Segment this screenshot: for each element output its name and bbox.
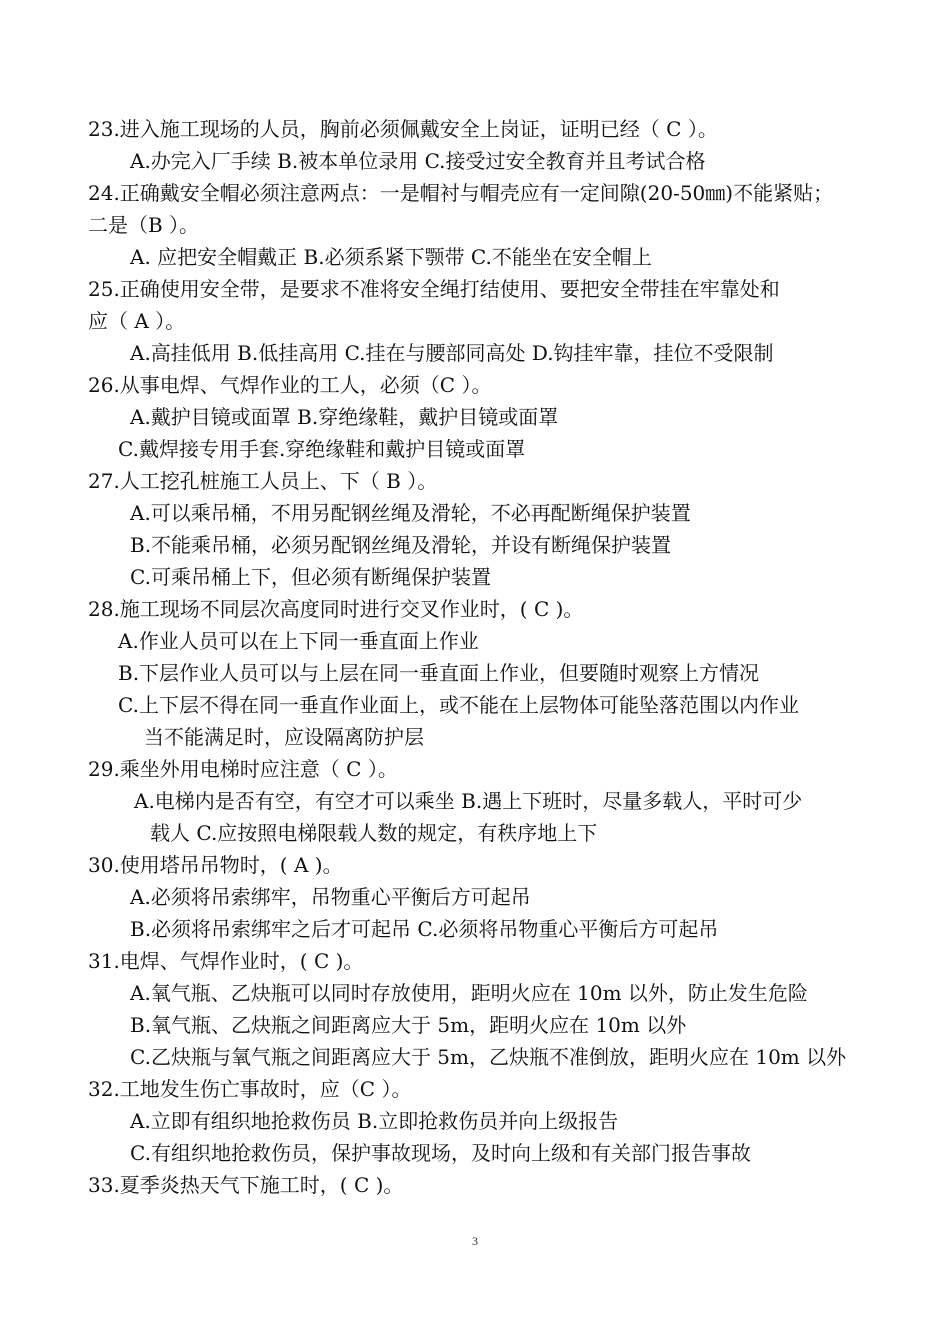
question-26: 26.从事电焊、气焊作业的工人，必须（C ）。 xyxy=(88,373,492,397)
option-line: C.乙炔瓶与氧气瓶之间距离应大于 5m，乙炔瓶不准倒放，距明火应在 10m 以外 xyxy=(130,1045,847,1069)
option-line-cont: 当不能满足时，应设隔离防护层 xyxy=(144,725,424,749)
option-line: C.上下层不得在同一垂直作业面上，或不能在上层物体可能坠落范围以内作业 xyxy=(118,693,799,717)
option-line: A.氧气瓶、乙炔瓶可以同时存放使用，距明火应在 10m 以外，防止发生危险 xyxy=(130,981,808,1005)
option-line: A.必须将吊索绑牢，吊物重心平衡后方可起吊 xyxy=(130,885,531,909)
question-23: 23.进入施工现场的人员，胸前必须佩戴安全上岗证，证明已经（ C ）。 xyxy=(88,117,718,141)
question-24-cont: 二是（B ）。 xyxy=(88,213,200,237)
option-line: A.高挂低用 B.低挂高用 C.挂在与腰部同高处 D.钩挂牢靠，挂位不受限制 xyxy=(130,341,774,365)
question-29: 29.乘坐外用电梯时应注意（ C ）。 xyxy=(88,757,398,781)
option-line: C.有组织地抢救伤员，保护事故现场，及时向上级和有关部门报告事故 xyxy=(130,1141,751,1165)
option-line: B.必须将吊索绑牢之后才可起吊 C.必须将吊物重心平衡后方可起吊 xyxy=(130,917,719,941)
option-line: A.可以乘吊桶，不用另配钢丝绳及滑轮，不必再配断绳保护装置 xyxy=(130,501,691,525)
option-line: C.可乘吊桶上下，但必须有断绳保护装置 xyxy=(130,565,491,589)
question-25-cont: 应（ A ）。 xyxy=(88,309,186,333)
page-number: 3 xyxy=(472,1234,478,1248)
option-line: A. 应把安全帽戴正 B.必须系紧下颚带 C.不能坐在安全帽上 xyxy=(130,245,652,269)
question-27: 27.人工挖孔桩施工人员上、下（ B ）。 xyxy=(88,469,438,493)
option-line: B.氧气瓶、乙炔瓶之间距离应大于 5m，距明火应在 10m 以外 xyxy=(130,1013,687,1037)
question-24: 24.正确戴安全帽必须注意两点：一是帽衬与帽壳应有一定间隙(20-50㎜)不能紧贴； xyxy=(88,181,834,205)
option-line-cont: 载人 C.应按照电梯限载人数的规定，有秩序地上下 xyxy=(150,821,598,845)
option-line: A.作业人员可以在上下同一垂直面上作业 xyxy=(118,629,479,653)
option-line: C.戴焊接专用手套.穿绝缘鞋和戴护目镜或面罩 xyxy=(118,437,526,461)
option-line: B.下层作业人员可以与上层在同一垂直面上作业，但要随时观察上方情况 xyxy=(118,661,760,685)
option-line: B.不能乘吊桶，必须另配钢丝绳及滑轮，并设有断绳保护装置 xyxy=(130,533,672,557)
question-31: 31.电焊、气焊作业时，( C )。 xyxy=(88,949,364,973)
question-33: 33.夏季炎热天气下施工时，( C )。 xyxy=(88,1173,404,1197)
question-32: 32.工地发生伤亡事故时，应（C ）。 xyxy=(88,1077,412,1101)
option-line: A.戴护目镜或面罩 B.穿绝缘鞋，戴护目镜或面罩 xyxy=(130,405,559,429)
option-line: A.立即有组织地抢救伤员 B.立即抢救伤员并向上级报告 xyxy=(130,1109,619,1133)
option-line: A.电梯内是否有空，有空才可以乘坐 B.遇上下班时，尽量多载人，平时可少 xyxy=(134,789,803,813)
option-line: A.办完入厂手续 B.被本单位录用 C.接受过安全教育并且考试合格 xyxy=(130,149,706,173)
question-25: 25.正确使用安全带，是要求不准将安全绳打结使用、要把安全带挂在牢靠处和 xyxy=(88,277,780,301)
question-28: 28.施工现场不同层次高度同时进行交叉作业时，( C )。 xyxy=(88,597,584,621)
question-30: 30.使用塔吊吊物时，( A )。 xyxy=(88,853,343,877)
